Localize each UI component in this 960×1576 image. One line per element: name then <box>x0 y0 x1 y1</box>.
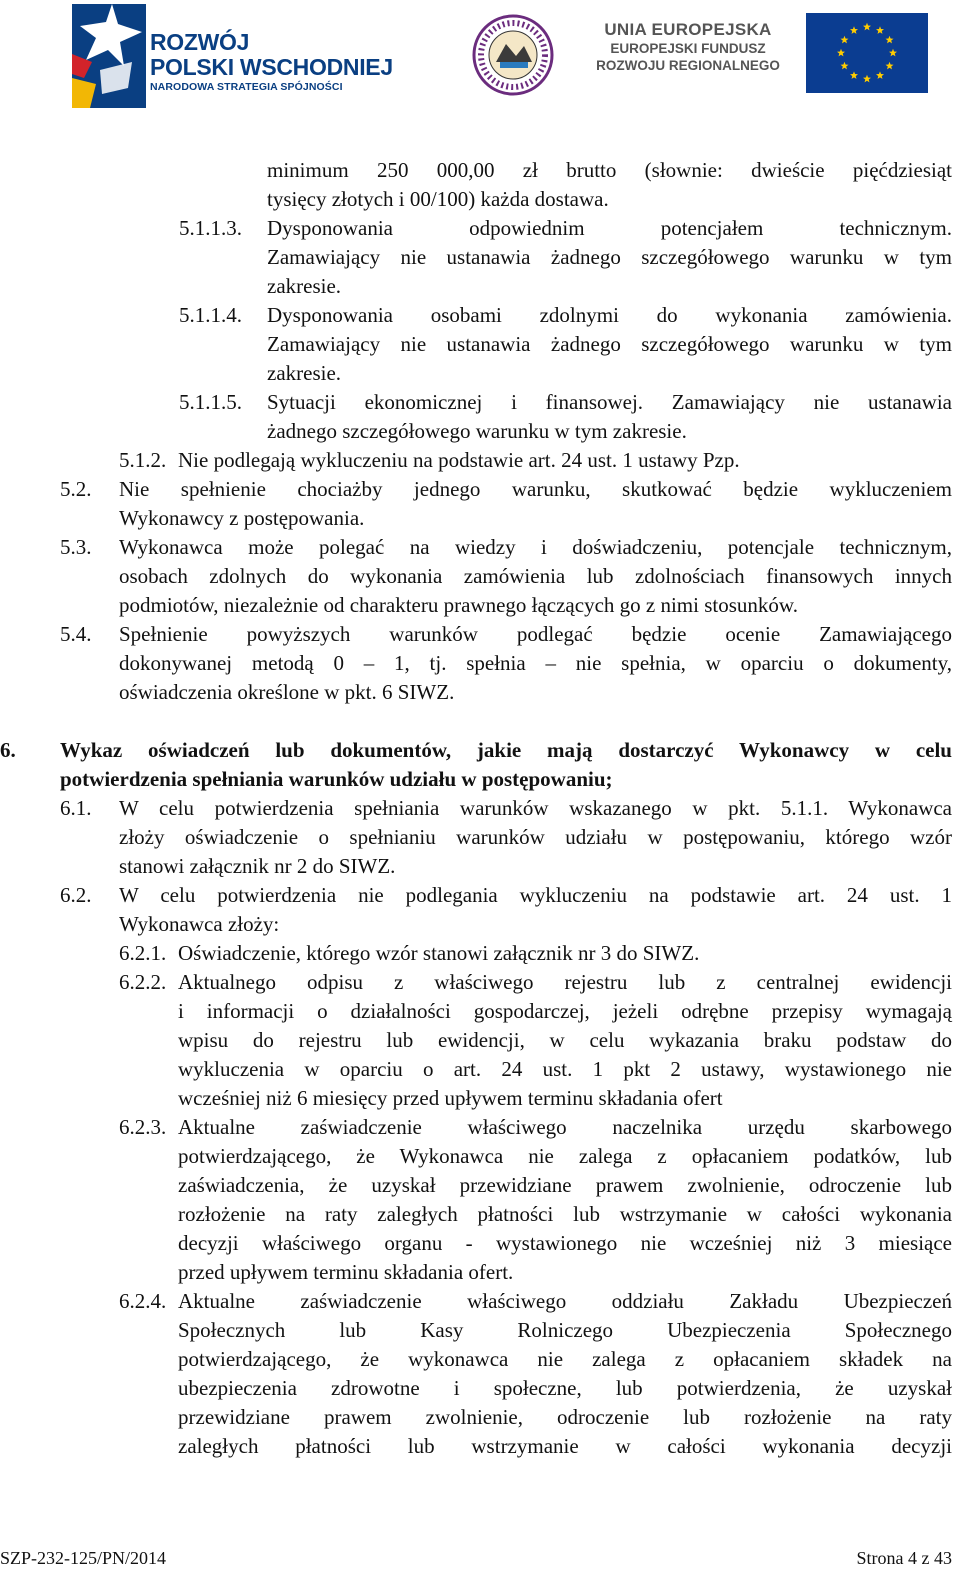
text-line: podmiotów, niezależnie od charakteru prawnego łączących go z nimi stosunków. <box>119 593 798 617</box>
section-number: 6.1. <box>60 796 92 820</box>
text-line: Sytuacji ekonomicznej i finansowej. Zamawiający nie ustanawia <box>267 390 952 414</box>
text-line: Wykonawca może polegać na wiedzy i doświadczeniu, potencjale technicznym, <box>119 535 952 559</box>
text-line: wpisu do rejestru lub ewidencji, w celu wykazania braku podstaw do <box>178 1028 952 1052</box>
text-line: Nie podlegają wykluczeniu na podstawie art. 24 ust. 1 ustawy Pzp. <box>178 448 740 472</box>
text-line: zaległych płatności lub wstrzymanie w całości wykonania decyzji <box>178 1434 952 1458</box>
section-heading-line: potwierdzenia spełniania warunków udziału w postępowaniu; <box>60 767 613 791</box>
text-line: tysięcy złotych i 00/100) każda dostawa. <box>267 187 609 211</box>
text-line: przewidziane prawem zwolnienie, odroczenie lub rozłożenie na raty <box>178 1405 952 1429</box>
section-number: 6.2.3. <box>119 1115 167 1139</box>
section-number: 5.1.1.3. <box>179 216 242 240</box>
text-line: rozłożenie na raty zaległych płatności lub wstrzymanie w całości wykonania <box>178 1202 952 1226</box>
text-line: wykluczenia w oparciu o art. 24 ust. 1 pkt 2 ustawy, wystawionego nie <box>178 1057 952 1081</box>
text-line: W celu potwierdzenia nie podlegania wykluczeniu na podstawie art. 24 ust. 1 <box>119 883 952 907</box>
text-line: zakresie. <box>267 361 342 385</box>
page-number: Strona 4 z 43 <box>856 1548 952 1568</box>
text-line: potwierdzającego, że Wykonawca nie zalega z opłacaniem podatków, lub <box>178 1144 952 1168</box>
section-number: 5.3. <box>60 535 92 559</box>
eu-fund-line2: ROZWOJU REGIONALNEGO <box>596 58 780 73</box>
eu-flag-icon <box>806 13 928 93</box>
text-line: złoży oświadczenie o spełnianiu warunków udziału w postępowaniu, którego wzór <box>119 825 952 849</box>
text-line: Dysponowania osobami zdolnymi do wykonania zamówienia. <box>267 303 952 327</box>
section-number: 6.2.1. <box>119 941 167 965</box>
section-number: 6.2.2. <box>119 970 167 994</box>
rpw-logo-line1: ROZWÓJ <box>150 29 250 55</box>
section-number: 5.1.2. <box>119 448 167 472</box>
text-line: decyzji właściwego organu - wystawionego nie wcześniej niż 3 miesiące <box>178 1231 952 1255</box>
text-line: i informacji o działalności gospodarczej, jeżeli odrębne przepisy wymagają <box>178 999 952 1023</box>
eu-title: UNIA EUROPEJSKA <box>604 20 772 39</box>
text-line: Aktualnego odpisu z właściwego rejestru lub z centralnej ewidencji <box>178 970 952 994</box>
text-line: Zamawiający nie ustanawia żadnego szczegółowego warunku w tym <box>267 245 952 269</box>
section-number: 6. <box>0 738 16 762</box>
rpw-logo-text <box>150 30 393 95</box>
text-line: stanowi załącznik nr 2 do SIWZ. <box>119 854 396 878</box>
rozwoj-polski-wschodniej-logo <box>72 4 432 108</box>
eu-text-block <box>583 20 793 74</box>
rpw-logo-line2: POLSKI WSCHODNIEJ <box>150 54 393 80</box>
rpw-logo-line3: NARODOWA STRATEGIA SPÓJNOŚCI <box>150 81 343 93</box>
text-line: dokonywanej metodą 0 – 1, tj. spełnia – nie spełnia, w oparciu o dokumenty, <box>119 651 952 675</box>
section-heading-line: Wykaz oświadczeń lub dokumentów, jakie mają dostarczyć Wykonawcy w celu <box>60 738 952 762</box>
text-line: oświadczenia określone w pkt. 6 SIWZ. <box>119 680 455 704</box>
section-number: 5.2. <box>60 477 92 501</box>
text-line: Dysponowania odpowiednim potencjałem technicznym. <box>267 216 952 240</box>
text-line: wcześniej niż 6 miesięcy przed upływem terminu składania ofert <box>178 1086 723 1110</box>
section-number: 5.4. <box>60 622 92 646</box>
text-line: potwierdzającego, że wykonawca nie zalega z opłacaniem składek na <box>178 1347 952 1371</box>
text-line: W celu potwierdzenia spełniania warunków wskazanego w pkt. 5.1.1. Wykonawca <box>119 796 952 820</box>
section-number: 6.2. <box>60 883 92 907</box>
text-line: Spełnienie powyższych warunków podlegać będzie ocenie Zamawiającego <box>119 622 952 646</box>
text-line: Aktualne zaświadczenie właściwego oddziału Zakładu Ubezpieczeń <box>178 1289 952 1313</box>
rpw-star-emblem-icon <box>72 4 146 108</box>
text-line: osobach zdolnych do wykonania zamówienia lub zdolnościach finansowych innych <box>119 564 952 588</box>
section-number: 5.1.1.5. <box>179 390 242 414</box>
text-line: żadnego szczegółowego warunku w tym zakresie. <box>267 419 687 443</box>
text-line: Wykonawca złoży: <box>119 912 280 936</box>
text-line: Oświadczenie, którego wzór stanowi załącznik nr 3 do SIWZ. <box>178 941 700 965</box>
text-line: zakresie. <box>267 274 342 298</box>
section-number: 6.2.4. <box>119 1289 167 1313</box>
text-line: przed upływem terminu składania ofert. <box>178 1260 514 1284</box>
document-number: SZP-232-125/PN/2014 <box>0 1548 167 1568</box>
page-header <box>0 0 960 115</box>
text-line: Zamawiający nie ustanawia żadnego szczegółowego warunku w tym <box>267 332 952 356</box>
institution-seal-icon <box>472 14 554 96</box>
eu-fund-line1: EUROPEJSKI FUNDUSZ <box>610 41 766 56</box>
text-line: Wykonawcy z postępowania. <box>119 506 365 530</box>
text-line: Aktualne zaświadczenie właściwego naczelnika urzędu skarbowego <box>178 1115 952 1139</box>
text-line: ubezpieczenia zdrowotne i społeczne, lub potwierdzenia, że uzyskał <box>178 1376 952 1400</box>
text-line: minimum 250 000,00 zł brutto (słownie: dwieście pięćdziesiąt <box>267 158 952 182</box>
text-line: zaświadczenia, że uzyskał przewidziane prawem zwolnienie, odroczenie lub <box>178 1173 952 1197</box>
text-line: Społecznych lub Kasy Rolniczego Ubezpieczenia Społecznego <box>178 1318 952 1342</box>
text-line: Nie spełnienie chociażby jednego warunku, skutkować będzie wykluczeniem <box>119 477 952 501</box>
section-number: 5.1.1.4. <box>179 303 242 327</box>
